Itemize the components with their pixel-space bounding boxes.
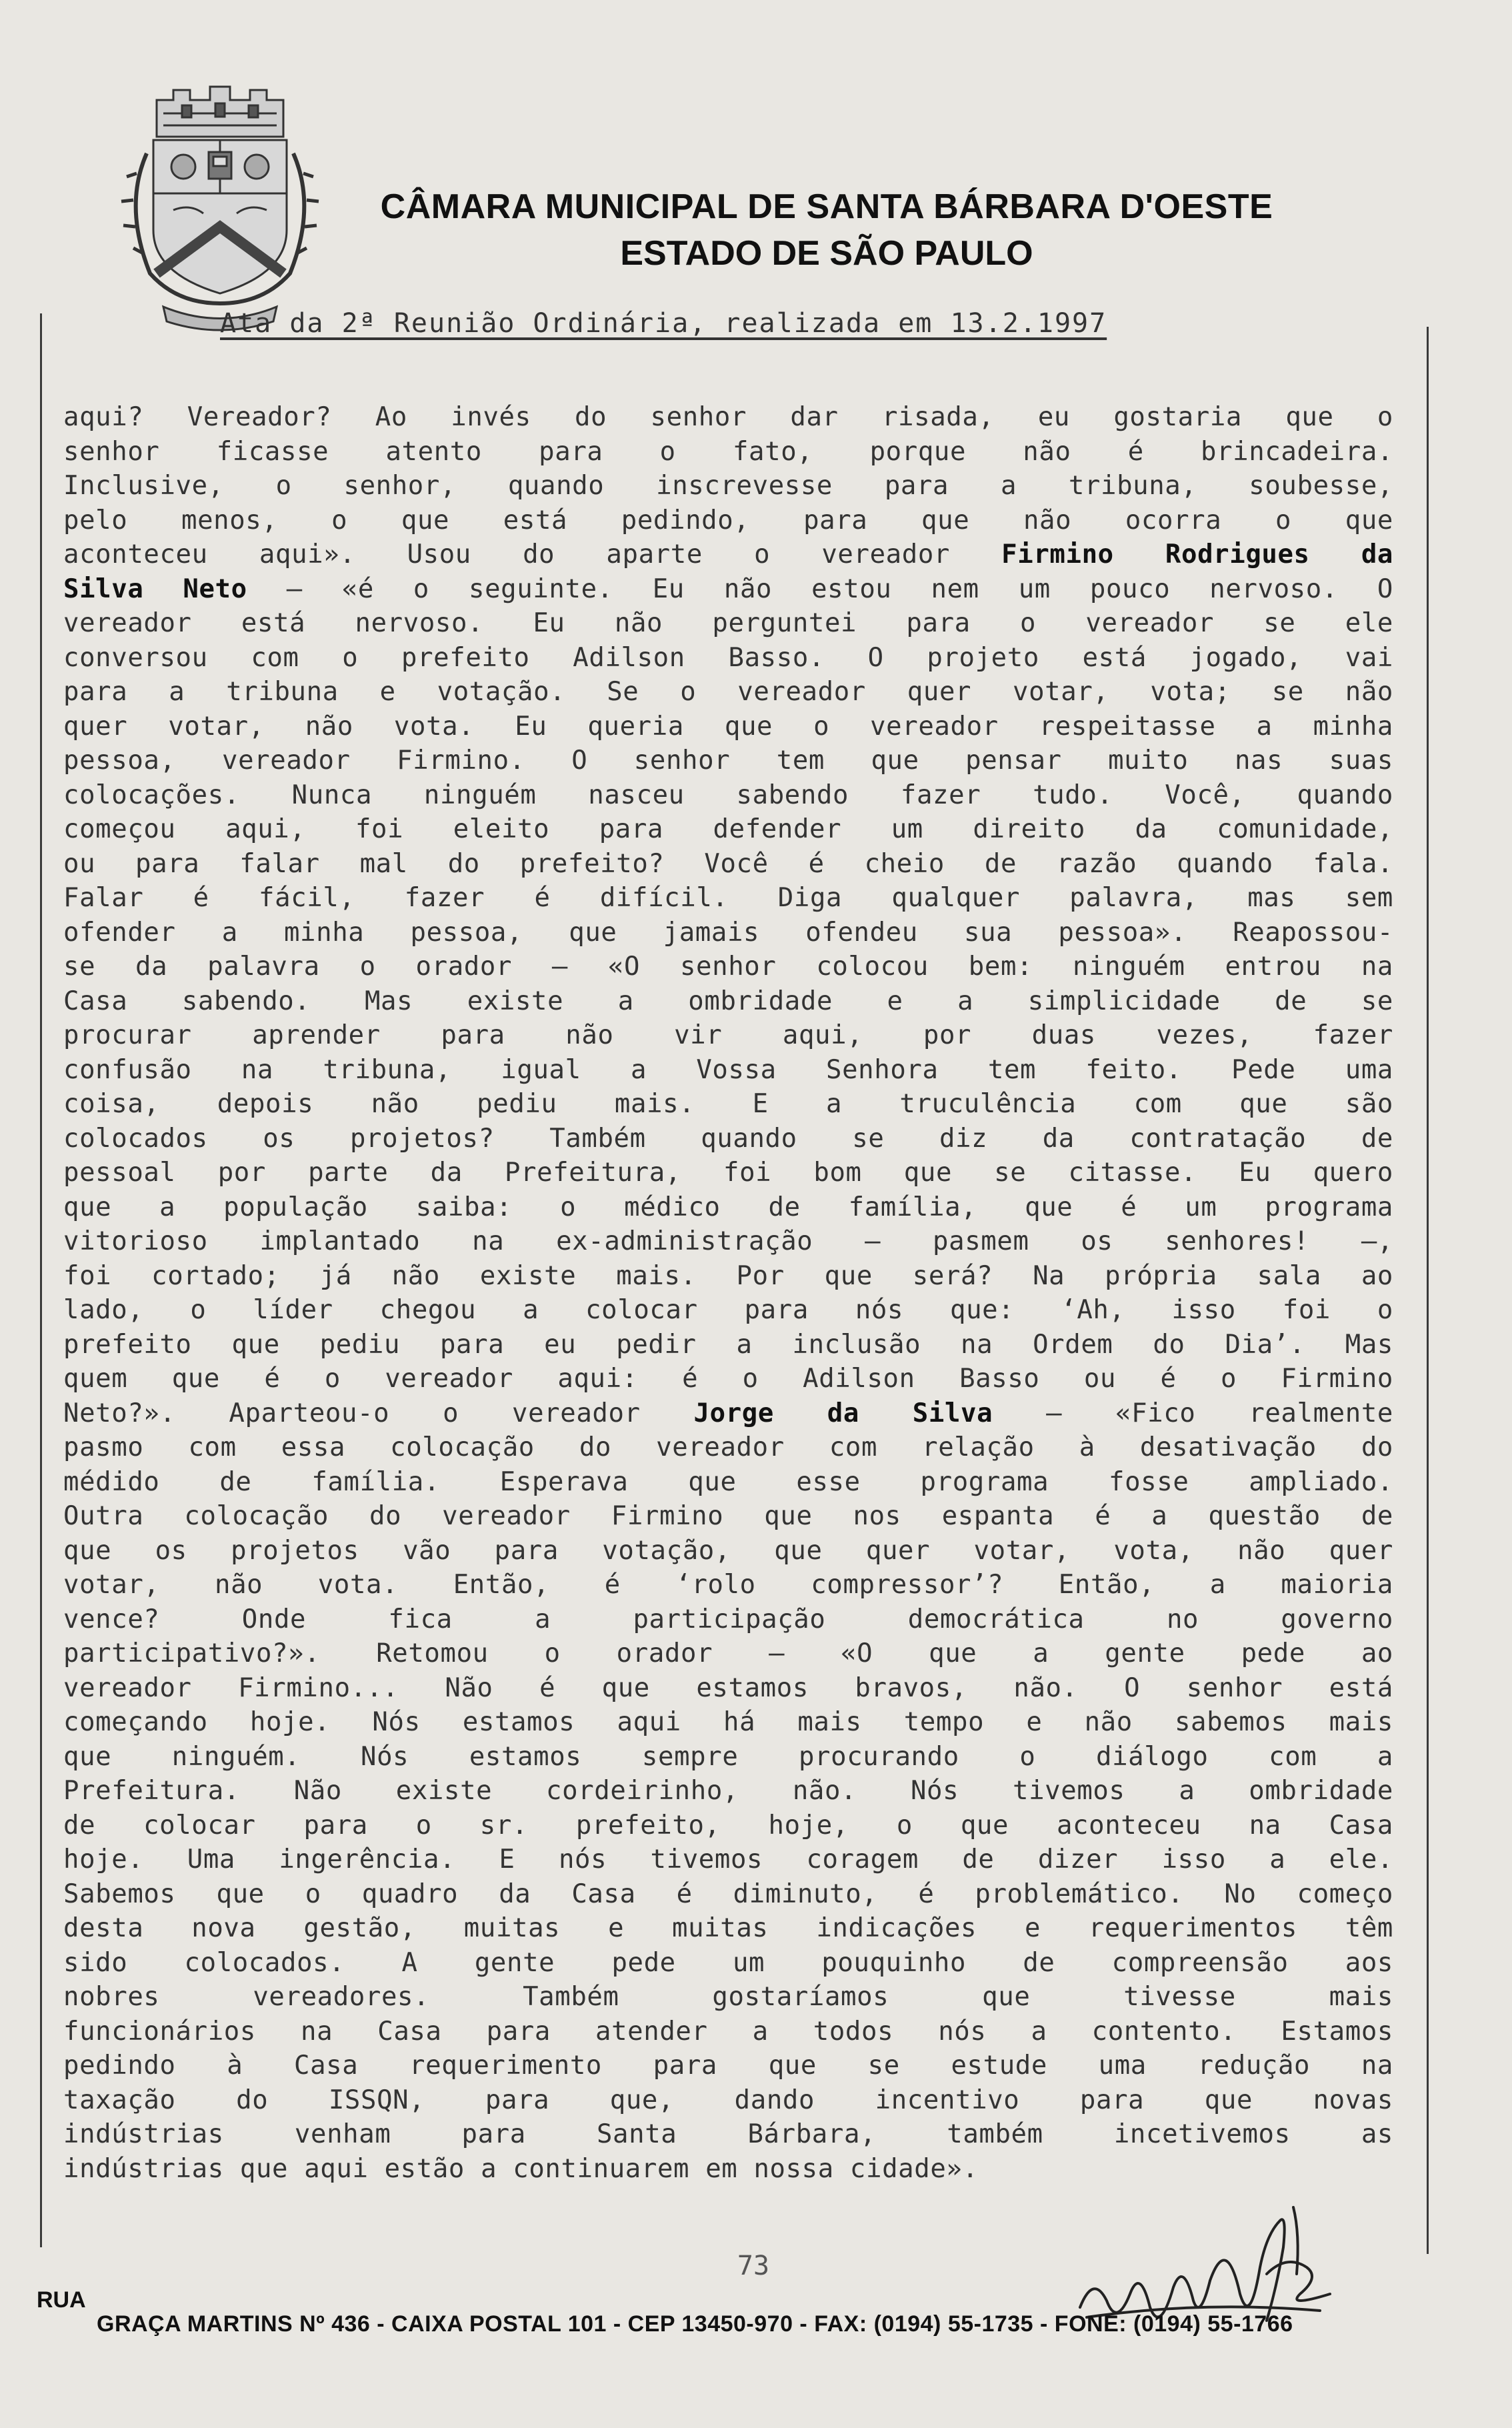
body-line bbox=[63, 1946, 1393, 1981]
body-text-segment: começou aqui, foi eleito para defender um direito da comunidade, bbox=[63, 814, 1393, 844]
body-text-segment: que a população saiba: o médico de família, que é um programa bbox=[63, 1192, 1393, 1222]
body-line bbox=[63, 1328, 1393, 1362]
body-line bbox=[63, 710, 1393, 744]
body-line bbox=[63, 744, 1393, 778]
body-text-segment: coisa, depois não pediu mais. E a truculência com que são bbox=[63, 1089, 1393, 1119]
body-line bbox=[63, 1122, 1393, 1156]
body-line bbox=[63, 1911, 1393, 1946]
body-line bbox=[63, 435, 1393, 469]
body-line bbox=[63, 1156, 1393, 1190]
body-text-segment: indústrias que aqui estão a continuarem em nossa cidade». bbox=[63, 2153, 979, 2184]
body-text-segment: desta nova gestão, muitas e muitas indicações e requerimentos têm bbox=[63, 1913, 1393, 1943]
municipal-coat-of-arms-logo bbox=[110, 73, 330, 333]
body-line bbox=[63, 1705, 1393, 1740]
body-text-segment: sido colocados. A gente pede um pouquinho de compreensão aos bbox=[63, 1947, 1393, 1978]
body-text-segment: lado, o líder chegou a colocar para nós que: ‘Ah, isso foi o bbox=[63, 1295, 1393, 1325]
body-line bbox=[63, 1224, 1393, 1259]
body-line bbox=[63, 1499, 1393, 1534]
body-text-segment: funcionários na Casa para atender a todos nós a contento. Estamos bbox=[63, 2016, 1393, 2047]
body-line bbox=[63, 469, 1393, 503]
body-text-segment: para a tribuna e votação. Se o vereador quer votar, vota; se não bbox=[63, 677, 1393, 707]
body-text-segment: vereador Firmino... Não é que estamos bravos, não. O senhor está bbox=[63, 1672, 1393, 1703]
body-text-segment: Sabemos que o quadro da Casa é diminuto, é problemático. No começo bbox=[63, 1879, 1393, 1909]
body-line bbox=[63, 812, 1393, 847]
body-line bbox=[63, 1190, 1393, 1225]
body-text-segment: aconteceu aqui». Usou do aparte o vereador bbox=[63, 539, 1002, 569]
body-text-segment: começando hoje. Nós estamos aqui há mais tempo e não sabemos mais bbox=[63, 1707, 1393, 1737]
body-text-segment: de colocar para o sr. prefeito, hoje, o que aconteceu na Casa bbox=[63, 1810, 1393, 1841]
body-text-segment: – «é o seguinte. Eu não estou nem um pouco nervoso. O bbox=[247, 573, 1393, 604]
body-line bbox=[63, 847, 1393, 882]
body-line bbox=[63, 675, 1393, 710]
body-line bbox=[63, 1293, 1393, 1328]
chamber-name: CÂMARA MUNICIPAL DE SANTA BÁRBARA D'OESTE bbox=[380, 187, 1273, 226]
body-line bbox=[63, 1396, 1393, 1431]
body-text-segment: Neto?». Aparteou-o o vereador bbox=[63, 1398, 694, 1428]
body-line bbox=[63, 2152, 1393, 2187]
body-text-segment: vence? Onde fica a participação democrática no governo bbox=[63, 1604, 1393, 1634]
body-text-segment: colocações. Nunca ninguém nasceu sabendo fazer tudo. Você, quando bbox=[63, 780, 1393, 810]
speaker-name: Firmino Rodrigues da bbox=[1001, 539, 1393, 569]
right-margin-rule bbox=[1427, 327, 1429, 2254]
body-line bbox=[63, 2015, 1393, 2049]
body-text-segment: aqui? Vereador? Ao invés do senhor dar risada, eu gostaria que o bbox=[63, 402, 1393, 432]
body-line bbox=[63, 916, 1393, 950]
body-line bbox=[63, 537, 1393, 572]
speaker-name: Jorge da Silva bbox=[693, 1398, 993, 1428]
body-line bbox=[63, 1636, 1393, 1671]
body-line bbox=[63, 1053, 1393, 1088]
body-text-segment: nobres vereadores. Também gostaríamos que tivesse mais bbox=[63, 1982, 1393, 2012]
body-text-segment: pedindo à Casa requerimento para que se estude uma redução na bbox=[63, 2051, 1393, 2081]
body-text-segment: ofender a minha pessoa, que jamais ofendeu sua pessoa». Reapossou- bbox=[63, 917, 1393, 948]
left-margin-rule bbox=[40, 313, 42, 2247]
body-text-segment: hoje. Uma ingerência. E nós tivemos coragem de dizer isso a ele. bbox=[63, 1845, 1393, 1875]
body-line bbox=[63, 606, 1393, 641]
body-text-segment: prefeito que pediu para eu pedir a inclusão na Ordem do Dia’. Mas bbox=[63, 1329, 1393, 1360]
body-line bbox=[63, 1808, 1393, 1843]
body-text-segment: médido de família. Esperava que esse programa fosse ampliado. bbox=[63, 1466, 1393, 1497]
body-text-segment: Falar é fácil, fazer é difícil. Diga qualquer palavra, mas sem bbox=[63, 883, 1393, 913]
body-text-segment: indústrias venham para Santa Bárbara, também incetivemos as bbox=[63, 2119, 1393, 2149]
body-text-segment: Prefeitura. Não existe cordeirinho, não. Nós tivemos a ombridade bbox=[63, 1776, 1393, 1806]
body-line bbox=[63, 1671, 1393, 1706]
body-text-segment: votar, não vota. Então, é ‘rolo compressor’? Então, a maioria bbox=[63, 1570, 1393, 1600]
body-line bbox=[63, 1534, 1393, 1568]
body-line bbox=[63, 1430, 1393, 1465]
body-line bbox=[63, 2049, 1393, 2083]
body-text-segment: foi cortado; já não existe mais. Por que será? Na própria sala ao bbox=[63, 1260, 1393, 1291]
page-number: 73 bbox=[737, 2251, 770, 2281]
body-line bbox=[63, 881, 1393, 916]
body-text-segment: ou para falar mal do prefeito? Você é cheio de razão quando fala. bbox=[63, 848, 1393, 879]
body-line bbox=[63, 1877, 1393, 1912]
body-line bbox=[63, 778, 1393, 813]
body-text-segment: Casa sabendo. Mas existe a ombridade e a simplicidade de se bbox=[63, 986, 1393, 1016]
state-name: ESTADO DE SÃO PAULO bbox=[620, 234, 1033, 273]
body-text-segment: pessoal por parte da Prefeitura, foi bom que se citasse. Eu quero bbox=[63, 1158, 1393, 1188]
body-text-segment: pasmo com essa colocação do vereador com relação à desativação do bbox=[63, 1432, 1393, 1462]
body-text-segment: vereador está nervoso. Eu não perguntei para o vereador se ele bbox=[63, 608, 1393, 638]
footer-street-prefix: RUA bbox=[37, 2287, 86, 2313]
body-line bbox=[63, 641, 1393, 676]
body-line bbox=[63, 1774, 1393, 1808]
body-line bbox=[63, 572, 1393, 607]
body-line bbox=[63, 1568, 1393, 1602]
body-text-segment: procurar aprender para não vir aqui, por duas vezes, fazer bbox=[63, 1020, 1393, 1050]
body-line bbox=[63, 984, 1393, 1019]
body-text-segment: confusão na tribuna, igual a Vossa Senhora tem feito. Pede uma bbox=[63, 1054, 1393, 1085]
body-text-segment: Outra colocação do vereador Firmino que nos espanta é a questão de bbox=[63, 1501, 1393, 1531]
body-text-segment: Inclusive, o senhor, quando inscrevesse para a tribuna, soubesse, bbox=[63, 471, 1393, 501]
body-text-segment: pessoa, vereador Firmino. O senhor tem que pensar muito nas suas bbox=[63, 746, 1393, 776]
body-text-segment: que ninguém. Nós estamos sempre procurando o diálogo com a bbox=[63, 1741, 1393, 1772]
body-text-segment: participativo?». Retomou o orador – «O que a gente pede ao bbox=[63, 1638, 1393, 1668]
body-line bbox=[63, 503, 1393, 538]
body-text-segment: colocados os projetos? Também quando se diz da contratação de bbox=[63, 1123, 1393, 1154]
body-text-segment: que os projetos vão para votação, que quer votar, vota, não quer bbox=[63, 1535, 1393, 1566]
body-line bbox=[63, 1362, 1393, 1396]
body-text-segment: senhor ficasse atento para o fato, porque não é brincadeira. bbox=[63, 436, 1393, 467]
minutes-body-text bbox=[63, 400, 1393, 2186]
body-text-segment: quem que é o vereador aqui: é o Adilson Basso ou é o Firmino bbox=[63, 1364, 1393, 1394]
body-line bbox=[63, 950, 1393, 984]
body-text-segment: conversou com o prefeito Adilson Basso. O projeto está jogado, vai bbox=[63, 642, 1393, 673]
body-line bbox=[63, 2083, 1393, 2118]
body-line bbox=[63, 1087, 1393, 1122]
address-footer bbox=[37, 2287, 1490, 2341]
body-line bbox=[63, 1843, 1393, 1877]
body-text-segment: vitorioso implantado na ex-administração – pasmem os senhores! –, bbox=[63, 1226, 1393, 1256]
body-line bbox=[63, 1740, 1393, 1774]
body-text-segment: – «Fico realmente bbox=[993, 1398, 1393, 1428]
body-line bbox=[63, 400, 1393, 435]
body-line bbox=[63, 1602, 1393, 1637]
speaker-name: Silva Neto bbox=[63, 573, 247, 604]
body-text-segment: pelo menos, o que está pedindo, para que não ocorra o que bbox=[63, 505, 1393, 535]
body-line bbox=[63, 1980, 1393, 2015]
body-line bbox=[63, 1018, 1393, 1053]
body-text-segment: taxação do ISSQN, para que, dando incentivo para que novas bbox=[63, 2085, 1393, 2115]
body-text-segment: quer votar, não vota. Eu queria que o vereador respeitasse a minha bbox=[63, 711, 1393, 742]
minutes-title: Ata da 2ª Reunião Ordinária, realizada em 13.2.1997 bbox=[220, 308, 1107, 339]
body-text-segment: se da palavra o orador – «O senhor colocou bem: ninguém entrou na bbox=[63, 952, 1393, 982]
body-line bbox=[63, 1259, 1393, 1294]
body-line bbox=[63, 2117, 1393, 2152]
footer-address: GRAÇA MARTINS Nº 436 - CAIXA POSTAL 101 - CEP 13450-970 - FAX: (0194) 55-1735 - FONE: (0194) 55-1766 bbox=[97, 2311, 1293, 2337]
body-line bbox=[63, 1465, 1393, 1500]
